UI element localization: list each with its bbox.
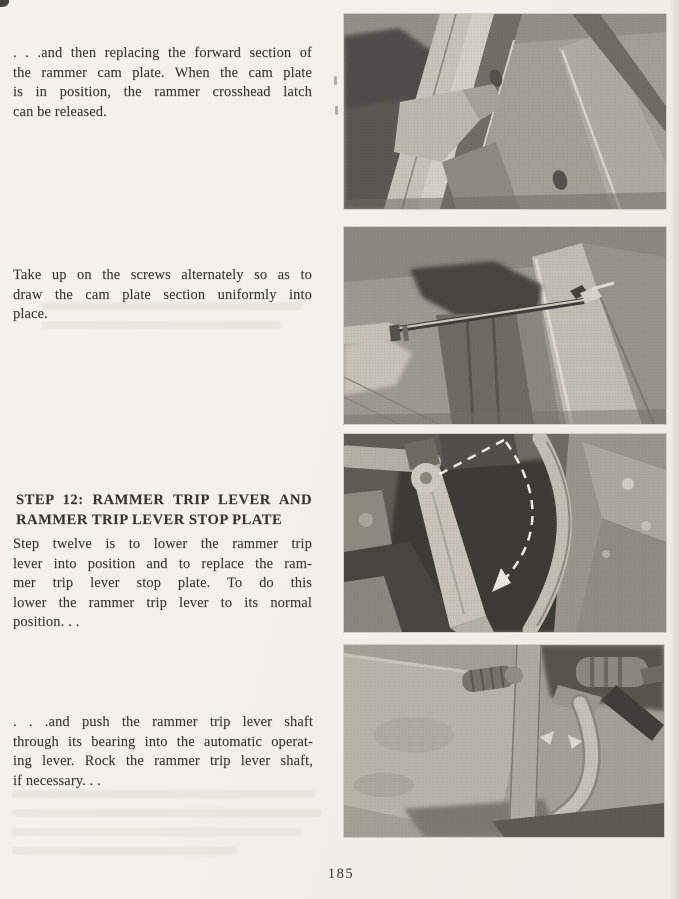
rammer-trip-lever-shaft-photo <box>344 645 664 837</box>
text-line: if necessary. . . <box>13 772 101 789</box>
bleed-through-ghost <box>12 790 324 866</box>
step-12-heading <box>16 490 312 530</box>
text-line: . . .and then replacing the forward section of <box>13 45 312 61</box>
rammer-trip-lever-lowering-photo <box>344 434 666 632</box>
paragraph-step-twelve <box>13 535 312 633</box>
figure-photo-3 <box>344 434 666 632</box>
text-line: draw the cam plate section uniformly into <box>13 286 312 303</box>
text-line: lever into position and to replace the ram- <box>13 555 312 572</box>
figure-photo-2 <box>344 227 666 424</box>
scan-mark <box>334 76 337 85</box>
scan-speck <box>0 0 9 7</box>
text-line: mer trip lever stop plate. To do this <box>13 575 312 591</box>
heading-line: STEP 12: RAMMER TRIP LEVER AND <box>16 492 312 508</box>
figure-photo-1 <box>344 14 666 209</box>
text-line: ing lever. Rock the rammer trip lever shaft, <box>13 753 313 769</box>
tool-tightening-cam-plate-screws-photo <box>344 227 666 424</box>
cam-plate-and-rails-photo <box>344 14 666 209</box>
page-number: 185 <box>327 866 355 882</box>
text-line: place. <box>13 306 48 322</box>
scan-mark <box>335 106 338 115</box>
text-line: . . .and push the rammer trip lever shaft <box>13 714 313 730</box>
text-line: position. . . <box>13 614 80 630</box>
text-line: is in position, the rammer crosshead latch <box>13 84 312 100</box>
paragraph-push-trip-lever-shaft <box>13 713 313 791</box>
heading-line: RAMMER TRIP LEVER STOP PLATE <box>16 512 283 528</box>
text-line: lower the rammer trip lever to its normal <box>13 594 312 611</box>
text-line: can be released. <box>13 103 107 120</box>
text-line: through its bearing into the automatic operat- <box>13 733 313 750</box>
figure-photo-4 <box>344 645 664 837</box>
text-line: the rammer cam plate. When the cam plate <box>13 64 312 81</box>
text-line: Step twelve is to lower the rammer trip <box>13 536 312 552</box>
bleed-through-ghost <box>42 302 314 340</box>
text-line: Take up on the screws alternately so as to <box>13 267 312 283</box>
paragraph-replacing-cam-plate <box>13 44 312 122</box>
scan-edge-shading <box>670 0 680 899</box>
